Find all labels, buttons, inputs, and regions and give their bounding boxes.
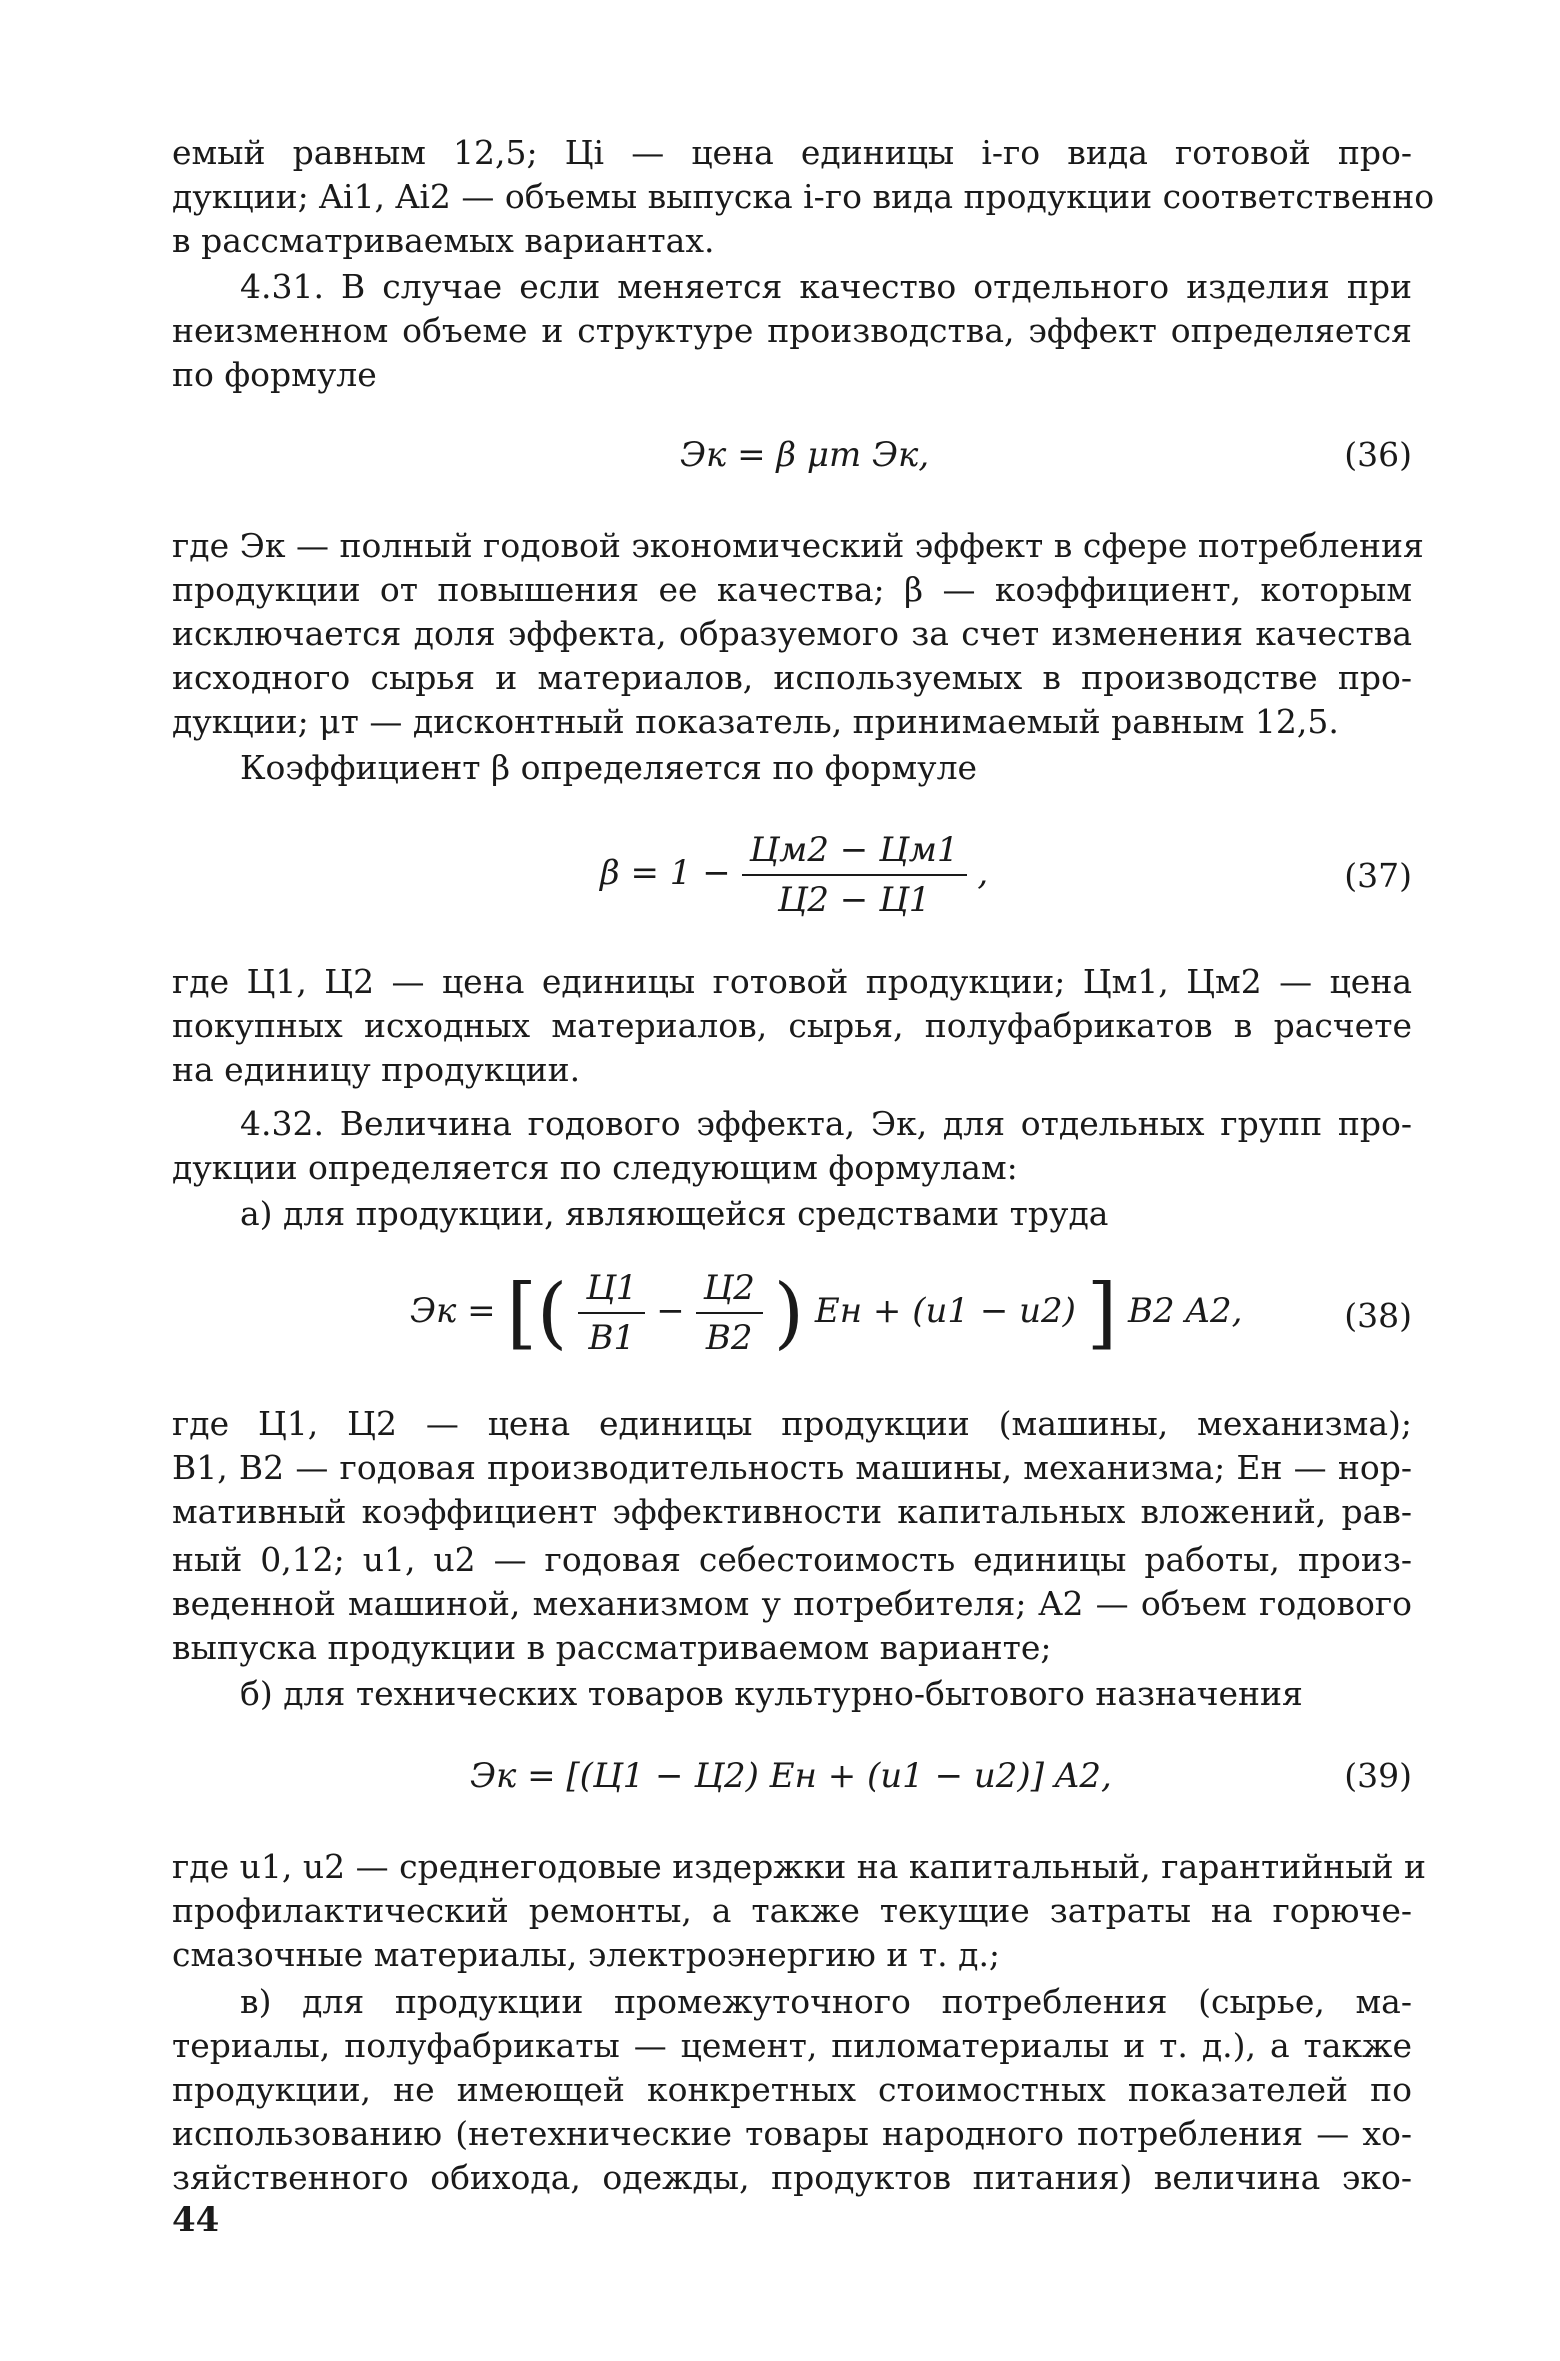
fraction <box>578 1268 645 1358</box>
formula-tail: , <box>977 853 989 893</box>
equation-number: (37) <box>1344 856 1412 895</box>
text-line: 4.32. Величина годового эффекта, Эк, для отдельных групп про- <box>240 1104 1412 1143</box>
fraction <box>742 830 967 920</box>
text-line: где Ц1, Ц2 — цена единицы продукции (машины, механизма); <box>172 1404 1412 1443</box>
formula-37 <box>600 830 988 920</box>
text-line: смазочные материалы, электроэнергию и т. д.; <box>172 1935 1001 1974</box>
bracket-open: [( <box>506 1268 568 1358</box>
text-line: мативный коэффициент эффективности капитальных вложений, рав- <box>172 1492 1412 1531</box>
text-line: а) для продукции, являющейся средствами труда <box>240 1194 1109 1233</box>
formula-lhs: Эк = <box>410 1291 496 1331</box>
formula-38 <box>410 1268 1242 1358</box>
equation-number: (38) <box>1344 1296 1412 1335</box>
text-line: исходного сырья и материалов, используемых в производстве про- <box>172 658 1412 697</box>
formula-tail: B2 A2, <box>1127 1291 1243 1331</box>
formula-39: Эк = [(Ц1 − Ц2) Eн + (u1 − u2)] A2, <box>470 1756 1112 1796</box>
fraction-denominator: B1 <box>588 1318 636 1358</box>
text-line: дукции; μт — дисконтный показатель, принимаемый равным 12,5. <box>172 702 1339 741</box>
text-line: в) для продукции промежуточного потребления (сырье, ма- <box>240 1982 1412 2021</box>
text-line: Коэффициент β определяется по формуле <box>240 748 978 787</box>
text-line: B1, B2 — годовая производительность машины, механизма; Eн — нор- <box>172 1448 1412 1487</box>
text-line: б) для технических товаров культурно-бытового назначения <box>240 1674 1303 1713</box>
text-line: териалы, полуфабрикаты — цемент, пиломатериалы и т. д.), а также <box>172 2026 1412 2065</box>
text-line: на единицу продукции. <box>172 1050 581 1089</box>
text-line: неизменном объеме и структуре производства, эффект определяется <box>172 311 1412 350</box>
text-line: профилактический ремонты, а также текущие затраты на горюче- <box>172 1891 1412 1930</box>
equation-number: (36) <box>1344 435 1412 474</box>
text-line: использованию (нетехнические товары народного потребления — хо- <box>172 2114 1412 2153</box>
fraction-denominator: B2 <box>705 1318 753 1358</box>
text-line: в рассматриваемых вариантах. <box>172 221 715 260</box>
bracket-close: ] <box>1086 1268 1118 1358</box>
text-line: исключается доля эффекта, образуемого за счет изменения качества <box>172 614 1412 653</box>
text-line: дукции; Ai1, Ai2 — объемы выпуска i-го вида продукции соответственно <box>172 177 1435 216</box>
text-line: зяйственного обихода, одежды, продуктов питания) величина эко- <box>172 2158 1412 2197</box>
text-line: емый равным 12,5; Цi — цена единицы i-го вида готовой про- <box>172 133 1412 172</box>
text-line: продукции от повышения ее качества; β — коэффициент, которым <box>172 570 1412 609</box>
text-line: дукции определяется по следующим формулам: <box>172 1148 1018 1187</box>
formula-middle: Eн + (u1 − u2) <box>814 1291 1076 1331</box>
paren-close: ) <box>773 1268 805 1358</box>
text-line: по формуле <box>172 355 377 394</box>
formula-36: Эк = β μт Эк, <box>680 435 930 475</box>
fraction-numerator: Цм2 − Цм1 <box>742 830 967 876</box>
text-line: 4.31. В случае если меняется качество отдельного изделия при <box>240 267 1412 306</box>
formula-lhs: β = 1 − <box>600 853 731 893</box>
text-line: покупных исходных материалов, сырья, полуфабрикатов в расчете <box>172 1006 1412 1045</box>
equation-number: (39) <box>1344 1756 1412 1795</box>
text-line: где u1, u2 — среднегодовые издержки на капитальный, гарантийный и <box>172 1847 1426 1886</box>
text-line: выпуска продукции в рассматриваемом варианте; <box>172 1628 1052 1667</box>
fraction-denominator: Ц2 − Ц1 <box>777 880 931 920</box>
text-line: где Эк — полный годовой экономический эффект в сфере потребления <box>172 526 1424 565</box>
fraction-numerator: Ц2 <box>696 1268 763 1314</box>
page-number: 44 <box>172 2200 220 2240</box>
text-line: ный 0,12; u1, u2 — годовая себестоимость единицы работы, произ- <box>172 1540 1412 1579</box>
fraction <box>696 1268 763 1358</box>
minus-sign: − <box>656 1291 685 1331</box>
text-line: где Ц1, Ц2 — цена единицы готовой продукции; Цм1, Цм2 — цена <box>172 962 1412 1001</box>
fraction-numerator: Ц1 <box>578 1268 645 1314</box>
text-line: веденной машиной, механизмом у потребителя; A2 — объем годового <box>172 1584 1412 1623</box>
text-line: продукции, не имеющей конкретных стоимостных показателей по <box>172 2070 1412 2109</box>
